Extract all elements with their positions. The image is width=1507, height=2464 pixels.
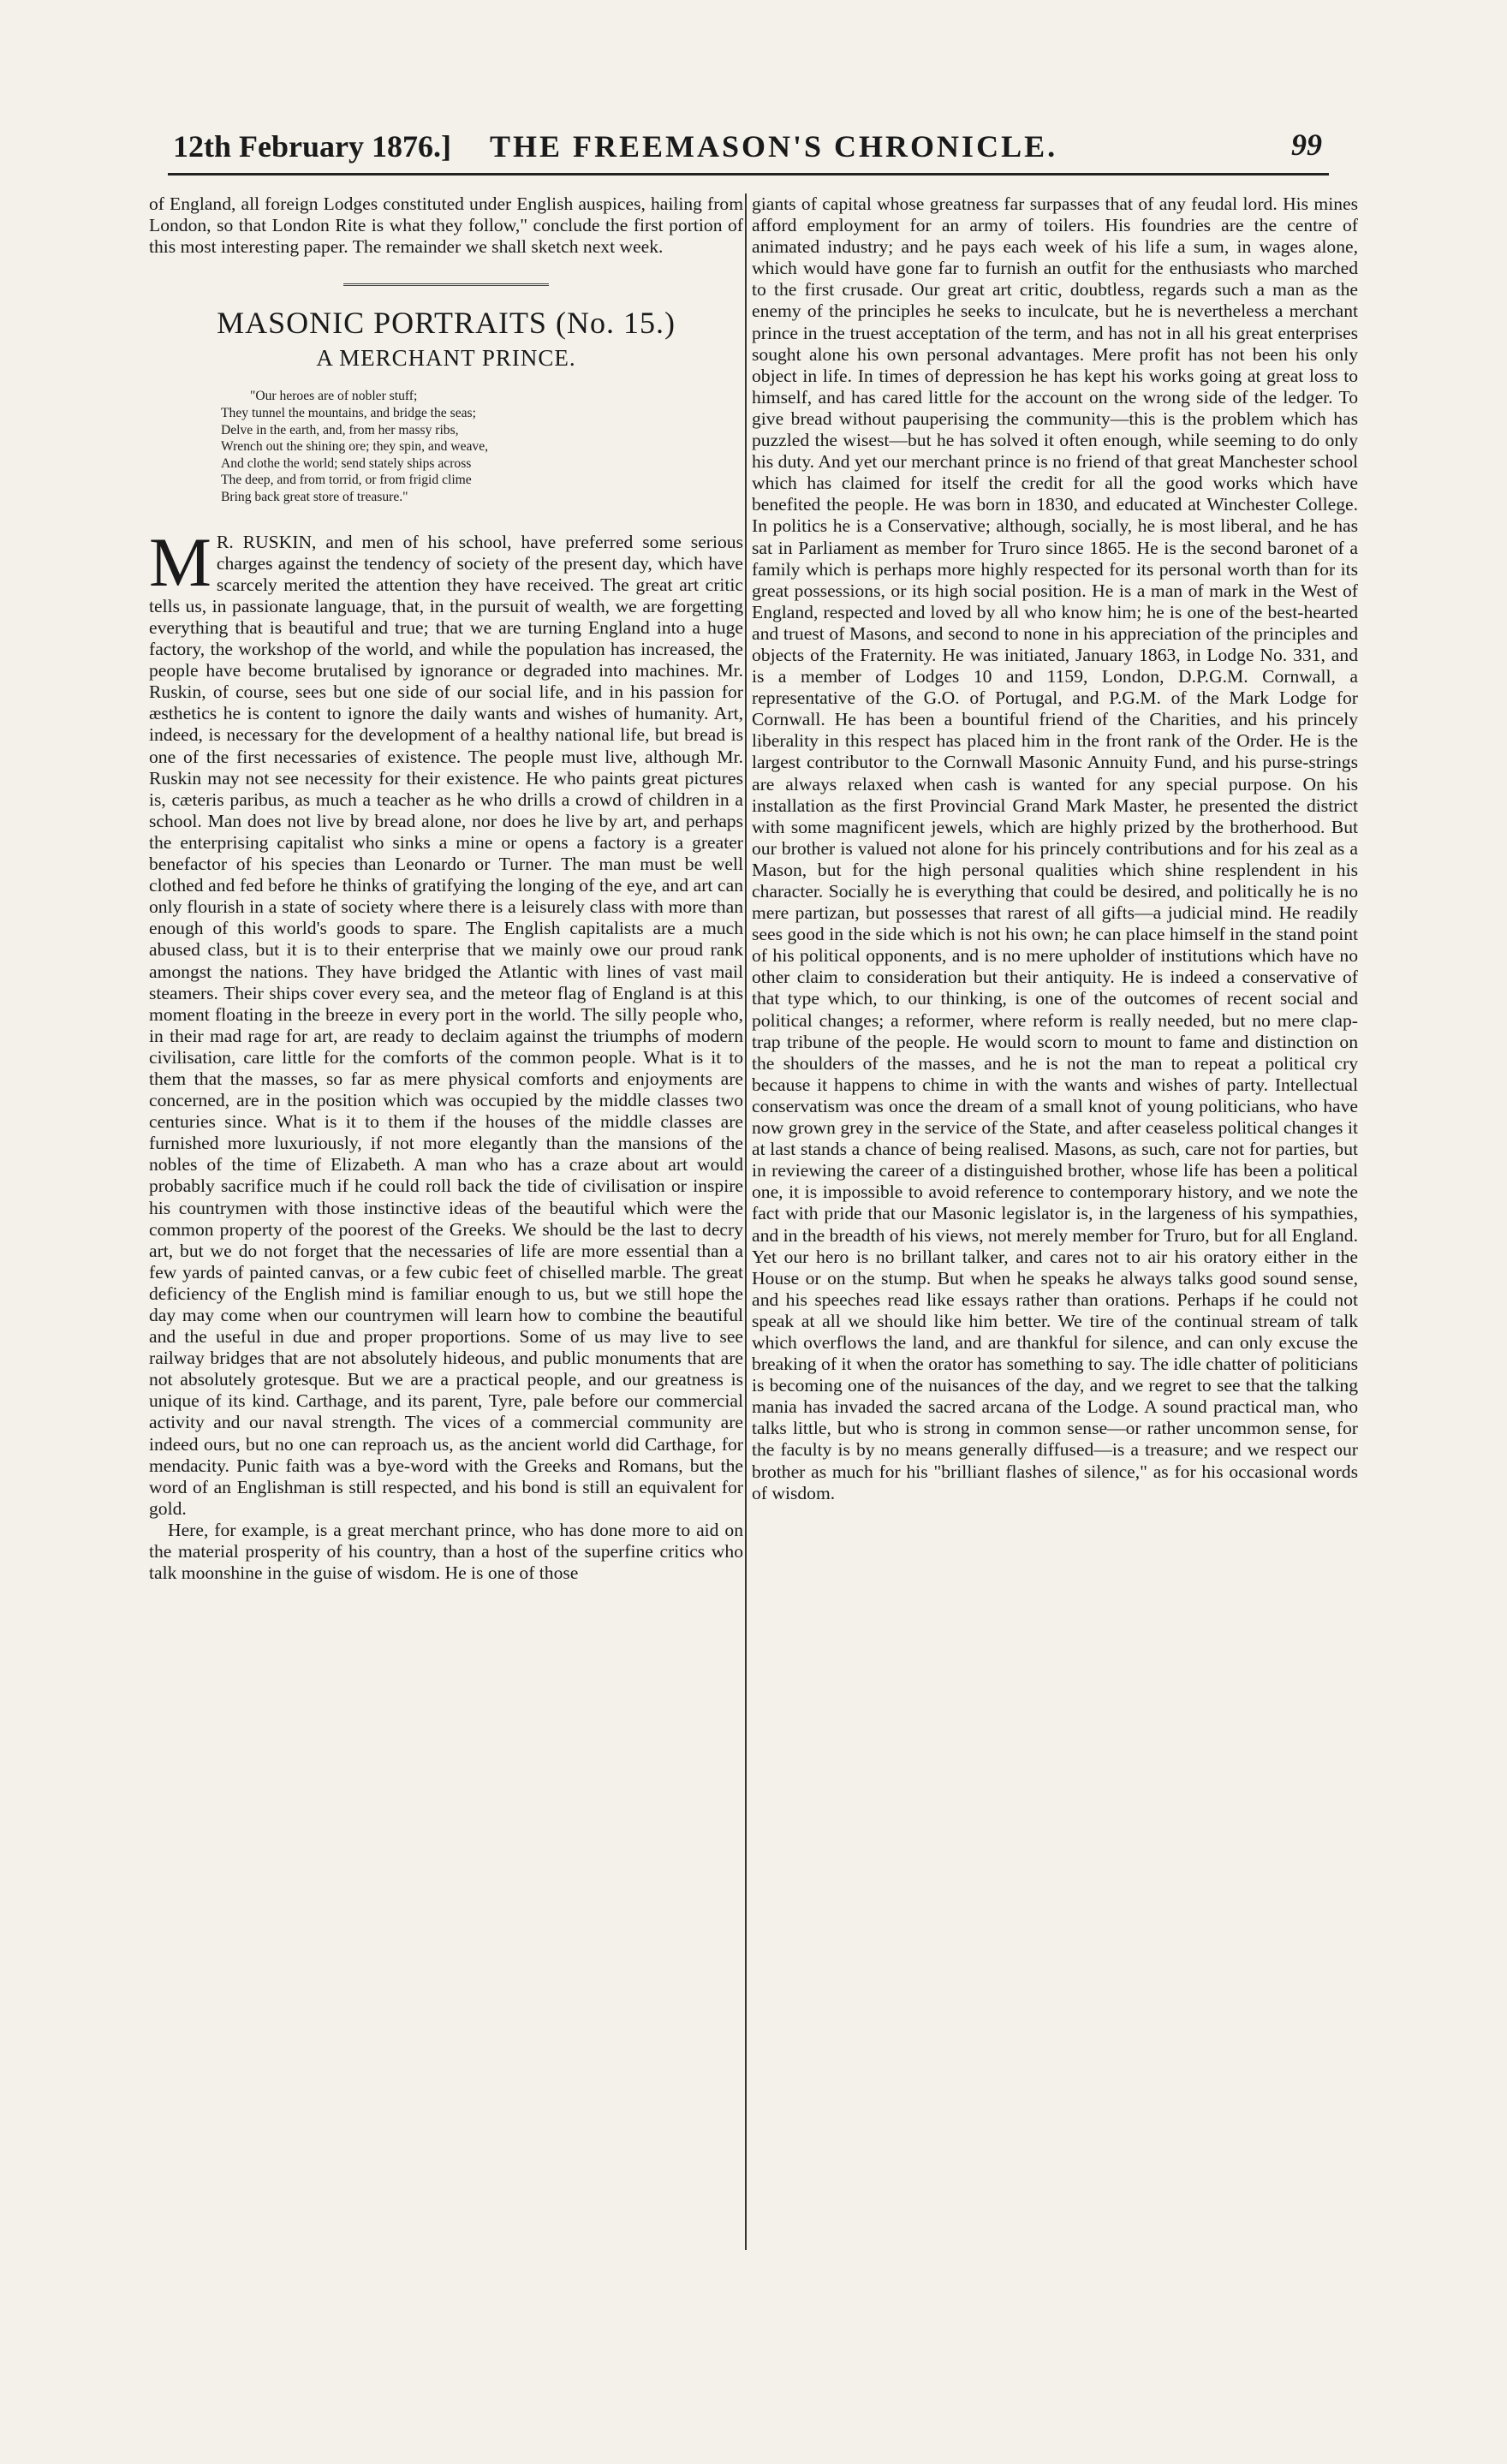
column-rule xyxy=(745,193,747,2250)
article-paragraph xyxy=(149,522,743,1520)
right-column xyxy=(752,193,1358,2250)
verse-line: They tunnel the mountains, and bridge the seas; xyxy=(221,406,476,421)
drop-cap: M xyxy=(149,522,211,601)
verse-line: And clothe the world; send stately ships across xyxy=(221,455,472,471)
paragraph-text: R. RUSKIN, and men of his school, have preferred some serious charges against the tendency of society of the present day, which have scarcely merited the attention they have received. The great art critic tells us, in passionate language, that, in the pursuit of wealth, we are forgetting everything that is beautiful and true; that we are turning England into a huge factory, the workshop of the world, and while the population has increased, the people have become brutalised by ignorance or degraded into machines. Mr. Ruskin, of course, sees but one side of our social life, and in his passion for æsthetics he is content to ignore the daily wants and wishes of humanity. Art, indeed, is necessary for the development of a healthy national life, but bread is one of the first necessaries of existence. The people must live, although Mr. Ruskin may not see necessity for their existence. He who paints great pictures is, cæteris paribus, as much a teacher as he who drills a crowd of children in a school. Man does not live by bread alone, nor does he live by art, and perhaps the enterprising capitalist who sinks a mine or opens a factory is a greater benefactor of his species than Leonardo or Turner. The man must be well clothed and fed before he thinks of gratifying the longing of the eye, and art can only flourish in a state of society where there is a leisurely class with more than enough of this world's goods to spare. The English capitalists are a much abused class, but it is to their enterprise that we mainly owe our proud rank amongst the nations. They have bridged the Atlantic with lines of vast mail steamers. Their ships cover every sea, and the meteor flag of England is at this moment floating in the breeze in every port in the world. The silly people who, in their mad rage for art, are ready to declaim against the triumphs of modern civilisation, care little for the comforts of the common people. What is it to them that the masses, so far as mere physical comforts and enjoyments are concerned, are in the position which was occupied by the middle classes two centuries since. What is it to them if the houses of the middle classes are furnished more luxuriously, if not more elegantly than the mansions of the nobles of the time of Elizabeth. A man who has a craze about art would probably sacrifice much if he could roll back the tide of civilisation or inspire his countrymen with those instinctive ideas of the beautiful which were the common property of the poorest of the Greeks. We should be the last to decry art, but we do not forget that the necessaries of life are more essential than a few yards of painted canvas, or a few cubic feet of chiselled marble. The great deficiency of the English mind is familiar enough to us, but we still hope the day may come when our countrymen will learn how to combine the beautiful and the useful in due and proper proportions. Some of us may live to see railway bridges that are not absolutely hideous, and public monuments that are not absolutely grotesque. But we are a practical people, and our greatness is unique of its kind. Carthage, and its parent, Tyre, pale before our commercial activity and our naval strength. The vices of a commercial community are indeed ours, but no one can reproach us, as the ancient world did Carthage, for mendacity. Punic faith was a bye-word with the Greeks and Romans, but the word of an Englishman is still respected, and his bond is still an equivalent for gold. xyxy=(149,531,743,1519)
article-title: MASONIC PORTRAITS (No. 15.) xyxy=(217,306,676,341)
left-column xyxy=(149,193,743,2250)
page-header xyxy=(168,122,1329,176)
article-paragraph: Here, for example, is a great merchant prince, who has done more to aid on the material prosperity of his country, than a host of the superfine critics who talk moonshine in the guise of wisdom. He is one of those xyxy=(149,1519,743,1584)
continued-paragraph: of England, all foreign Lodges constituted under English auspices, hailing from London, so that London Rite is what they follow," conclude the first portion of this most interesting paper. The remainder we shall sketch next week. xyxy=(149,193,743,258)
article-paragraph: giants of capital whose greatness far surpasses that of any feudal lord. His mines afford employment for an army of toilers. His foundries are the centre of animated industry; and he pays each week of his life a sum, in wages alone, which would have gone far to furnish an outfit for the enthusiasts who marched to the first crusade. Our great art critic, doubtless, regards such a man as the enemy of the principles he seeks to inculcate, but he is nevertheless a merchant prince in the truest acceptation of the term, and has not in all his great enterprises sought alone his own personal advantages. Mere profit has not been his only object in life. In times of depression he has kept his works going at great loss to himself, and has cared little for the account on the wrong side of the ledger. To give bread without pauperising the community—this is the problem which has puzzled the wisest—but he has solved it often enough, while seeming to do only his duty. And yet our merchant prince is no friend of that great Manchester school which has claimed for itself the credit for all the good works which have benefited the people. He was born in 1830, and educated at Winchester College. In politics he is a Conservative; although, socially, he is most liberal, and he has sat in Parliament as member for Truro since 1865. He is the second baronet of a family which is perhaps more highly respected for its personal worth than for its great possessions, or its high social position. He is a man of mark in the West of England, respected and loved by all who know him; he is one of the best-hearted and truest of Masons, and second to none in his appreciation of the principles and objects of the Fraternity. He was initiated, January 1863, in Lodge No. 331, and is a member of Lodges 10 and 1159, London, D.P.G.M. Cornwall, a representative of the G.O. of Portugal, and P.G.M. of the Mark Lodge for Cornwall. He has been a bountiful friend of the Charities, and his princely liberality in this respect has placed him in the front rank of the Order. He is the largest contributor to the Cornwall Masonic Annuity Fund, and his purse-strings are always relaxed when cash is wanted for any special purpose. On his installation as the first Provincial Grand Mark Master, he presented the district with some magnificent jewels, which are highly prized by the brotherhood. But our brother is valued not alone for his princely contributions and for his zeal as a Mason, but for the high personal qualities which shine resplendent in his character. Socially he is everything that could be desired, and politically he is no mere partizan, but possesses that rarest of all gifts—a judicial mind. He readily sees good in the side which is not his own; he can place himself in the stand point of his political opponents, and is no mere upholder of institutions which have no other claim to consideration but their antiquity. He is indeed a conservative of that type which, to our thinking, is one of the outcomes of recent social and political changes; a reformer, where reform is really needed, but no mere clap-trap tribune of the people. He would scorn to mount to fame and distinction on the shoulders of the masses, and he is not the man to repeat a political cry because it happens to chime in with the wants and wishes of party. Intellectual conservatism was once the dream of a small knot of young politicians, who have now grown grey in the service of the State, and after ceaseless political changes it at last stands a chance of being realised. Masons, as such, care not for parties, but in reviewing the career of a distinguished brother, whose life has been a political one, it is impossible to avoid reference to contemporary history, and we note the fact with pride that our Masonic legislator is, in the largeness of his sympathies, and in the breadth of his views, not merely member for Truro, but for all England. Yet our hero is no brillant talker, and cares not to air his oratory either in the House or on the stump. But when he speaks he always talks good sound sense, and his speeches read like essays rather than orations. Perhaps if he could not speak at all we should like him better. We tire of the continual stream of talk which overflows the land, and are thankful for silence, and can only excuse the breaking of it when the orator has something to say. The idle chatter of politicians is becoming one of the nuisances of the day, and we regret to see that the talking mania has invaded the sacred arcana of the Lodge. A sound practical man, who talks little, but who is strong in common sense—or rather uncommon sense, for the faculty is by no means generally diffused—is a treasure; and we respect our brother as much for his "brilliant flashes of silence," as for his occasional words of wisdom. xyxy=(752,193,1358,1503)
publication-title: THE FREEMASON'S CHRONICLE. xyxy=(490,129,1058,164)
section-divider xyxy=(343,283,549,289)
verse-line: "Our heroes are of nobler stuff; xyxy=(250,389,418,404)
page-number: 99 xyxy=(1291,128,1322,162)
epigraph-verse xyxy=(221,388,743,505)
verse-line: Wrench out the shining ore; they spin, and weave, xyxy=(221,439,489,455)
verse-line: Delve in the earth, and, from her massy ribs, xyxy=(221,422,459,437)
article-subtitle: A MERCHANT PRINCE. xyxy=(316,345,576,372)
verse-line: The deep, and from torrid, or from frigid clime xyxy=(221,473,472,488)
verse-line: Bring back great store of treasure." xyxy=(221,490,408,505)
issue-date: 12th February 1876.] xyxy=(173,129,451,164)
